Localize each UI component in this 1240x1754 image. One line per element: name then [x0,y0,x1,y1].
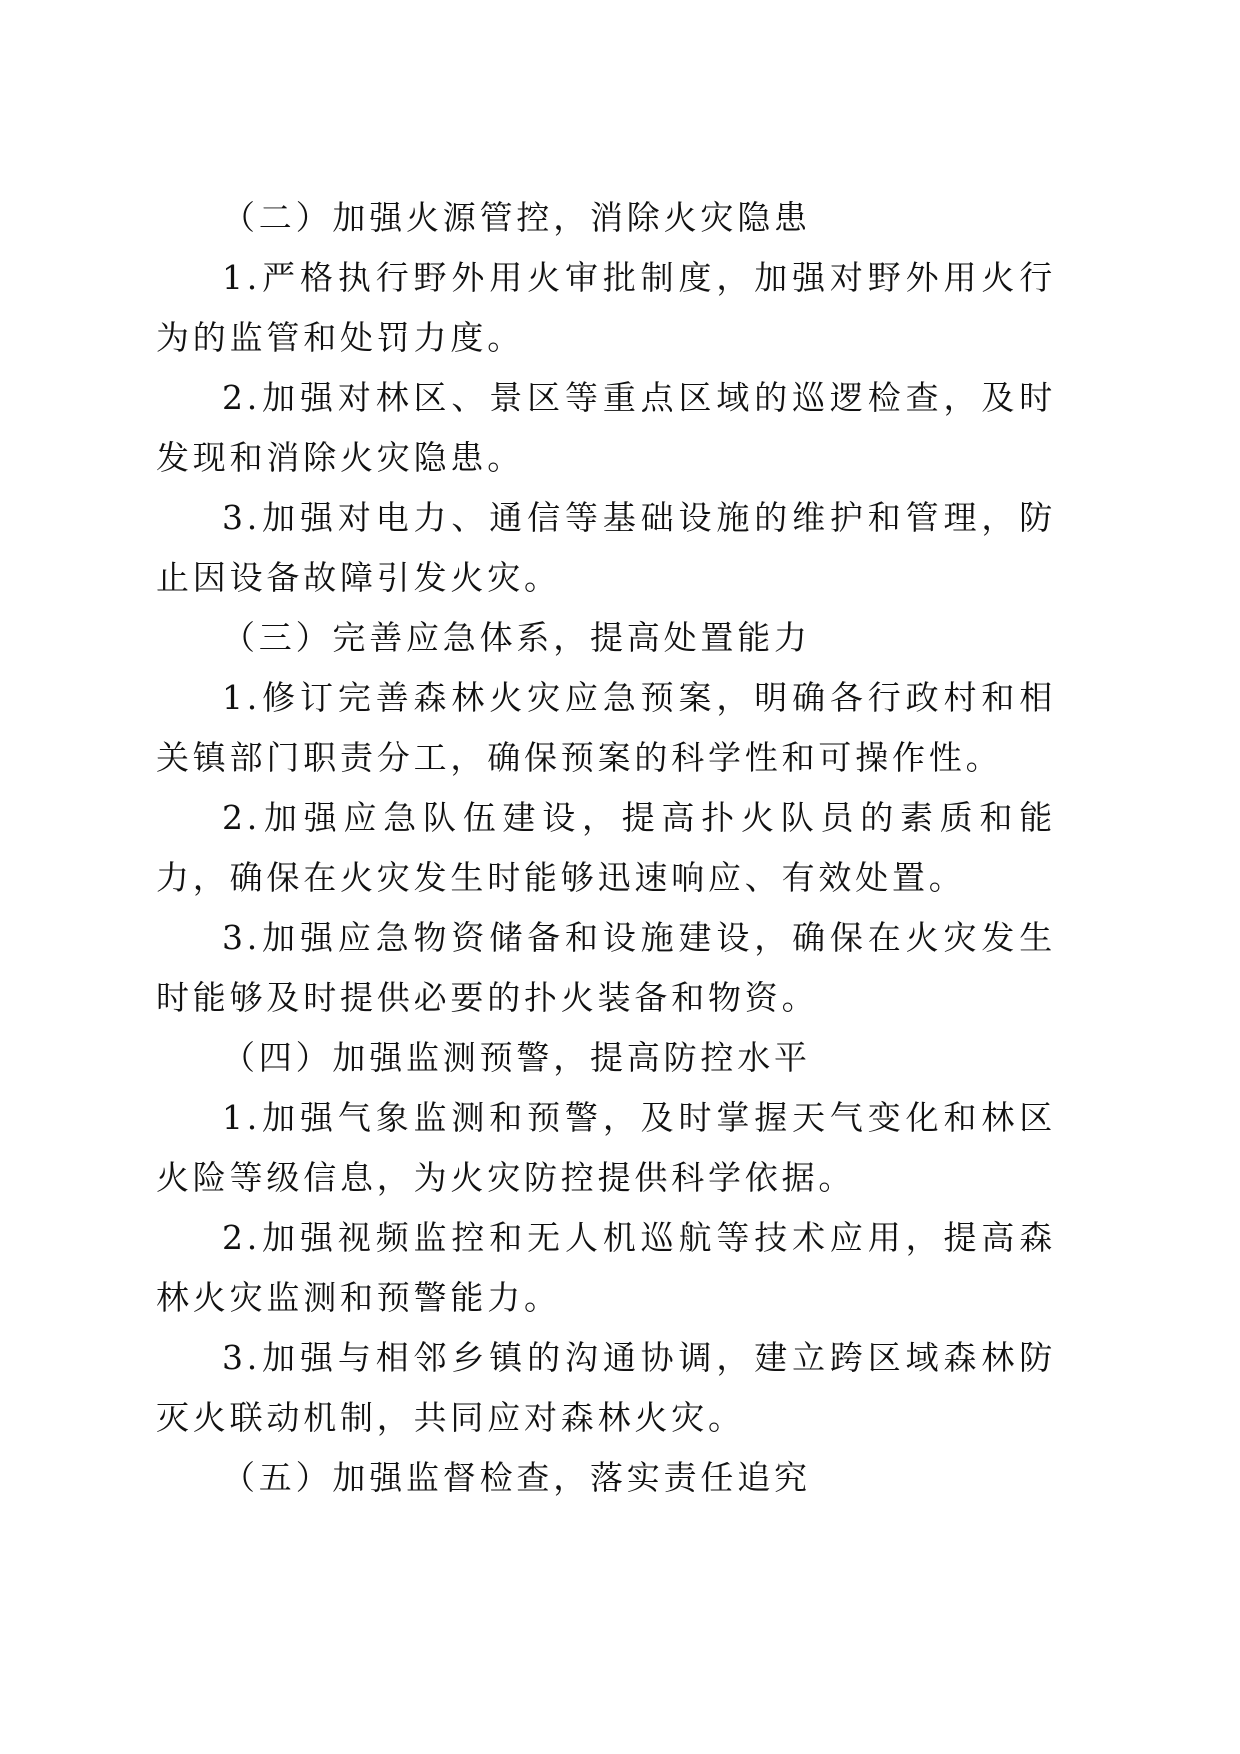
paragraph: 2.加强视频监控和无人机巡航等技术应用，提高森林火灾监测和预警能力。 [156,1218,1056,1317]
section-heading: （二）加强火源管控，消除火灾隐患 [222,198,811,237]
section-heading: （五）加强监督检查，落实责任追究 [222,1458,811,1497]
paragraph: 1.加强气象监测和预警，及时掌握天气变化和林区火险等级信息，为火灾防控提供科学依据。 [156,1098,1056,1197]
paragraph: 2.加强对林区、景区等重点区域的巡逻检查，及时发现和消除火灾隐患。 [156,378,1056,477]
section-heading: （四）加强监测预警，提高防控水平 [222,1038,811,1077]
document-body [156,188,1056,1508]
paragraph: 3.加强与相邻乡镇的沟通协调，建立跨区域森林防灭火联动机制，共同应对森林火灾。 [156,1338,1056,1437]
paragraph: 3.加强应急物资储备和设施建设，确保在火灾发生时能够及时提供必要的扑火装备和物资。 [156,918,1056,1017]
paragraph: 1.严格执行野外用火审批制度，加强对野外用火行为的监管和处罚力度。 [156,258,1056,357]
paragraph: 3.加强对电力、通信等基础设施的维护和管理，防止因设备故障引发火灾。 [156,498,1056,597]
paragraph: 1.修订完善森林火灾应急预案，明确各行政村和相关镇部门职责分工，确保预案的科学性和可操作性。 [156,678,1056,777]
paragraph: 2.加强应急队伍建设，提高扑火队员的素质和能力，确保在火灾发生时能够迅速响应、有效处置。 [156,798,1056,897]
section-heading: （三）完善应急体系，提高处置能力 [222,618,811,657]
